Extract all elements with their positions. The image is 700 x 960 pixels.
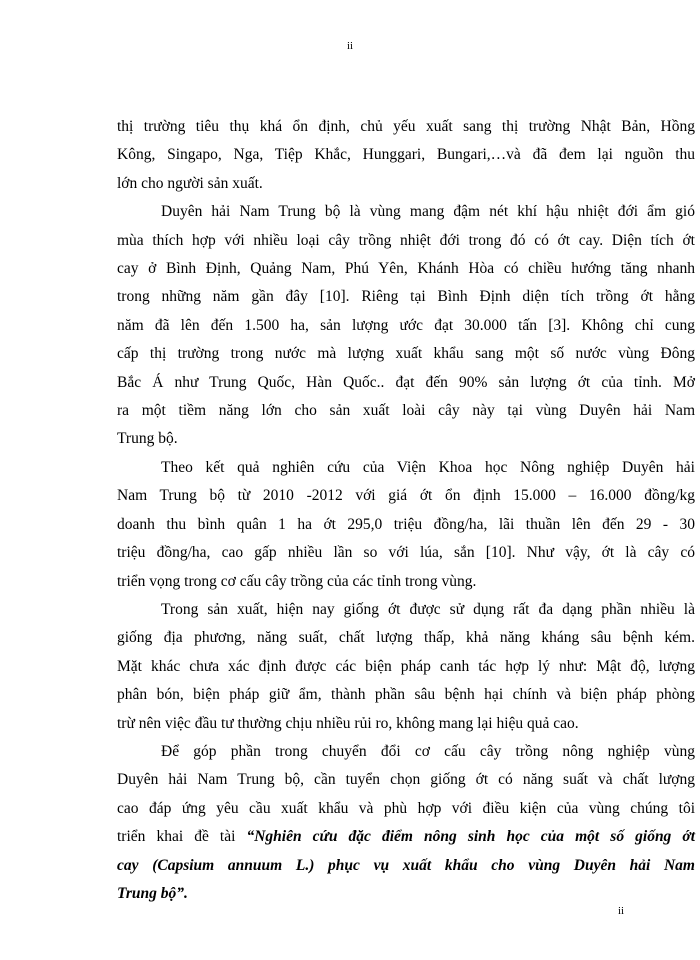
text-line: mùa thích hợp với nhiều loại cây trồng nhiệt đới trong đó có ớt cay. Diện tích ớt <box>117 231 695 249</box>
document-body <box>117 113 695 908</box>
text-line: Duyên hải Nam Trung bộ, cần tuyển chọn giống ớt có năng suất và chất lượng <box>117 771 695 789</box>
text-run: . <box>184 884 188 902</box>
text-line: thị trường tiêu thụ khá ổn định, chủ yếu xuất sang thị trường Nhật Bản, Hồng <box>117 118 695 135</box>
text-line: Bắc Á như Trung Quốc, Hàn Quốc.. đạt đến 90% sản lượng ớt của tỉnh. Mở <box>117 373 695 391</box>
text-line: doanh thu bình quân 1 ha ớt 295,0 triệu đồng/ha, lãi thuần lên đến 29 - 30 <box>117 515 695 533</box>
text-line: Nam Trung bộ từ 2010 -2012 với giá ớt ổn định 15.000 – 16.000 đồng/kg <box>117 487 695 505</box>
text-line: triệu đồng/ha, cao gấp nhiều lần so với lúa, sắn [10]. Như vậy, ớt là cây có <box>117 544 695 562</box>
paragraph-3 <box>117 454 695 596</box>
text-line: cay ở Bình Định, Quảng Nam, Phú Yên, Khánh Hòa có chiều hướng tăng nhanh <box>117 260 695 278</box>
text-line: Để góp phần trong chuyển đổi cơ cấu cây trồng nông nghiệp vùng <box>161 742 695 760</box>
paragraph-1 <box>117 113 695 198</box>
paragraph-5 <box>117 738 695 908</box>
text-line: phân bón, biện pháp giữ ẩm, thành phần sâu bệnh hại chính và biện pháp phòng <box>117 686 695 704</box>
text-line: ra một tiềm năng lớn cho sản xuất loài cây này tại vùng Duyên hải Nam <box>117 402 695 420</box>
text-line: Kông, Singapo, Nga, Tiệp Khắc, Hunggari, Bungari,…và đã đem lại nguồn thu <box>117 146 695 164</box>
page-number-top: ii <box>346 40 354 52</box>
text-line-with-title <box>117 823 695 851</box>
text-line: Mặt khác chưa xác định được các biện pháp canh tác hợp lý như: Mật độ, lượng <box>117 657 695 675</box>
text-line: trong những năm gần đây [10]. Riêng tại Bình Định diện tích trồng ớt hằng <box>117 288 695 306</box>
thesis-title: “Nghiên cứu đặc điểm nông sinh học của một số giống ớt <box>246 828 696 846</box>
text-line <box>117 880 695 908</box>
thesis-title-line: cay (Capsium annuum L.) phục vụ xuất khẩu cho vùng Duyên hải Nam <box>117 856 695 874</box>
text-line: lớn cho người sản xuất. <box>117 174 263 192</box>
text-line: năm đã lên đến 1.500 ha, sản lượng ước đạt 30.000 tấn [3]. Không chỉ cung <box>117 316 695 334</box>
text-line: Duyên hải Nam Trung bộ là vùng mang đậm nét khí hậu nhiệt đới ẩm gió <box>161 203 695 221</box>
text-line: cấp thị trường trong nước mà lượng xuất khẩu sang một số nước vùng Đông <box>117 345 695 363</box>
paragraph-2 <box>117 198 695 454</box>
text-line: Trung bộ. <box>117 430 178 448</box>
text-line: Theo kết quả nghiên cứu của Viện Khoa học Nông nghiệp Duyên hải <box>161 458 695 476</box>
text-run: triển khai đề tài <box>117 828 247 846</box>
page-number-bottom: ii <box>618 905 625 917</box>
text-line: cao đáp ứng yêu cầu xuất khẩu và phù hợp với điều kiện của vùng chúng tôi <box>117 799 695 817</box>
text-line: trừ nên việc đầu tư thường chịu nhiều rủi ro, không mang lại hiệu quả cao. <box>117 714 579 732</box>
text-line: giống địa phương, năng suất, chất lượng thấp, khả năng kháng sâu bệnh kém. <box>117 629 695 647</box>
paragraph-4 <box>117 596 695 738</box>
thesis-title-end: Trung bộ” <box>117 884 185 902</box>
text-line: triển vọng trong cơ cấu cây trồng của các tỉnh trong vùng. <box>117 572 477 590</box>
text-line: Trong sản xuất, hiện nay giống ớt được sử dụng rất đa dạng phần nhiều là <box>161 600 695 618</box>
